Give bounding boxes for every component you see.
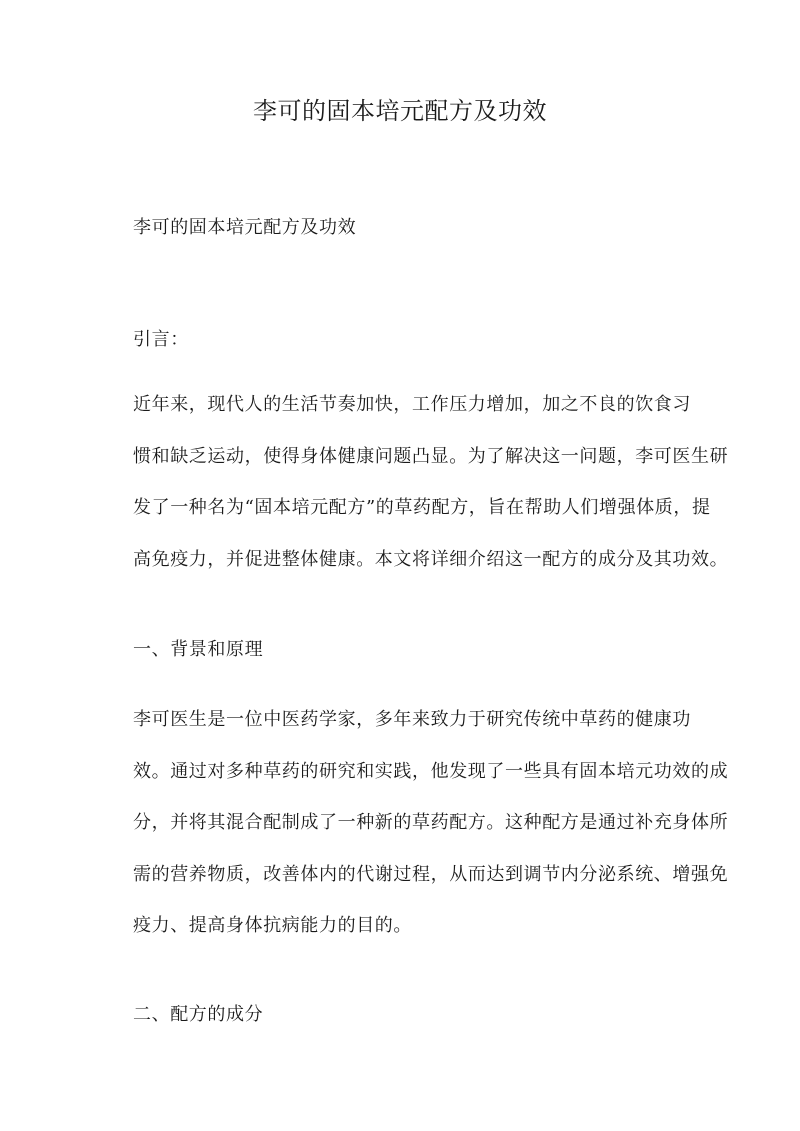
paragraph-line: 需的营养物质，改善体内的代谢过程，从而达到调节内分泌系统、增强免	[133, 863, 729, 885]
paragraph-line: 效。通过对多种草药的研究和实践，他发现了一些具有固本培元功效的成	[133, 760, 729, 782]
intro-paragraph	[133, 379, 729, 585]
document-title: 李可的固本培元配方及功效	[253, 97, 547, 125]
paragraph-line: 分，并将其混合配制成了一种新的草药配方。这种配方是通过补充身体所	[133, 812, 729, 833]
section-heading-ingredients: 二、配方的成分	[133, 1004, 264, 1025]
document-subtitle: 李可的固本培元配方及功效	[133, 217, 357, 238]
paragraph-line: 惯和缺乏运动，使得身体健康问题凸显。为了解决这一问题，李可医生研	[133, 445, 729, 467]
paragraph-line: 发了一种名为“固本培元配方”的草药配方，旨在帮助人们增强体质，提	[133, 497, 711, 518]
paragraph-line: 李可医生是一位中医药学家，多年来致力于研究传统中草药的健康功	[133, 709, 691, 730]
paragraph-line: 疫力、提高身体抗病能力的目的。	[133, 915, 412, 936]
section-heading-background: 一、背景和原理	[133, 639, 264, 660]
intro-label: 引言：	[133, 329, 189, 350]
background-paragraph	[133, 694, 729, 952]
paragraph-line: 高免疫力，并促进整体健康。本文将详细介绍这一配方的成分及其功效。	[133, 548, 729, 570]
paragraph-line: 近年来，现代人的生活节奏加快，工作压力增加，加之不良的饮食习	[133, 394, 691, 415]
